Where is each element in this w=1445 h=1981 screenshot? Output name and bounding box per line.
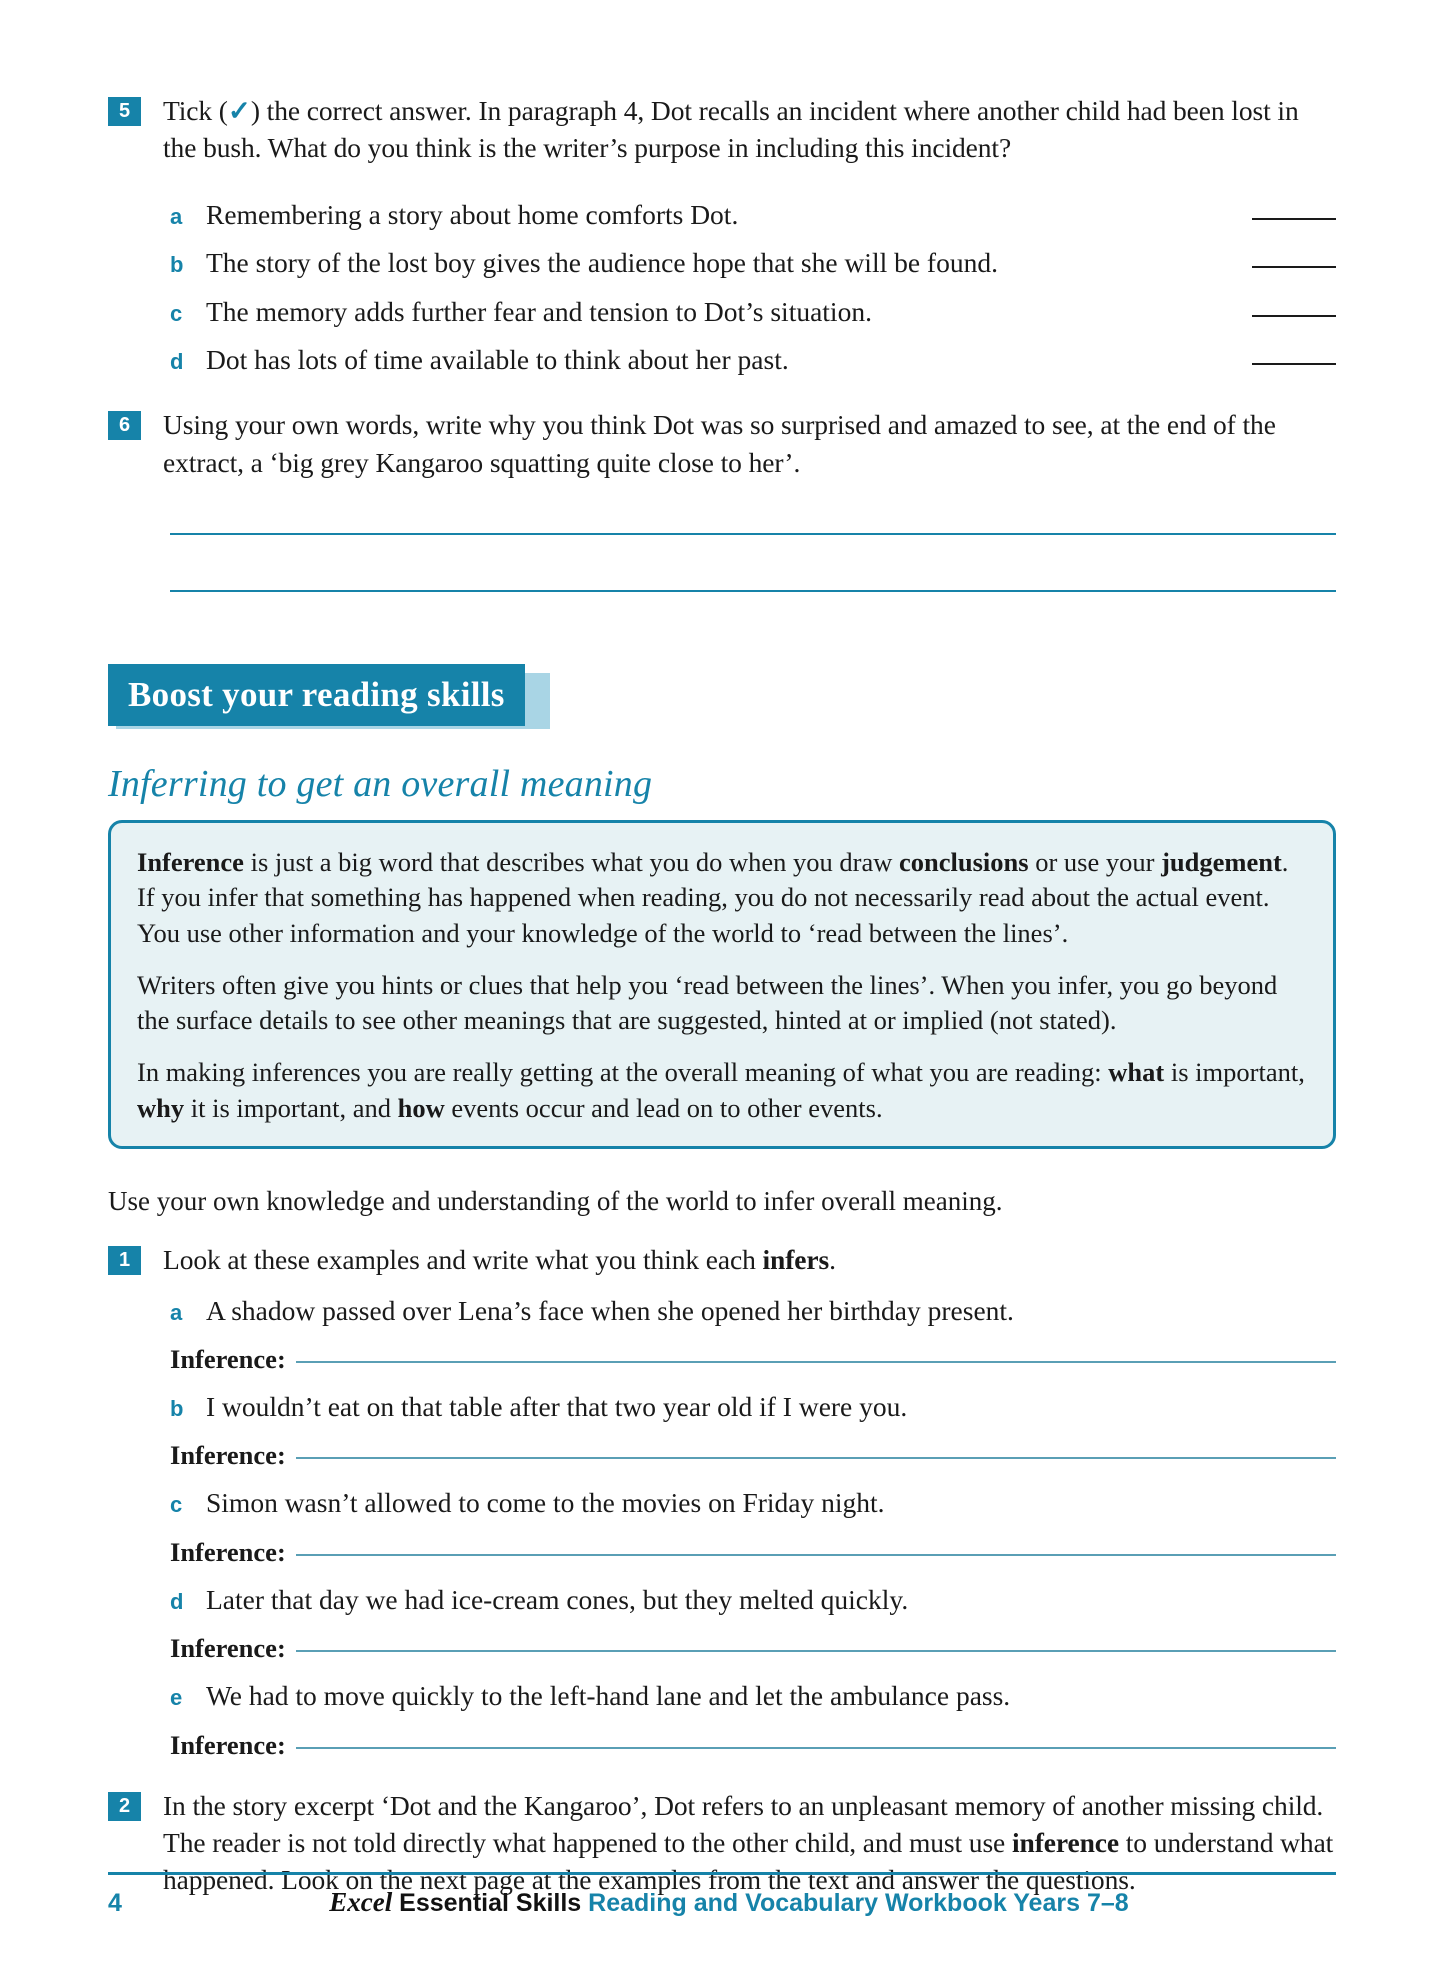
term-why: why: [137, 1092, 185, 1123]
inference-row-d[interactable]: [108, 1633, 1336, 1664]
term-infers: infers: [762, 1244, 830, 1276]
question-6-prompt: Using your own words, write why you think Dot was so surprised and amazed to see, at the end of the extract, a ‘big grey Kangaroo squatting quite close to her’.: [163, 409, 1276, 478]
question-number-badge: 5: [108, 97, 141, 126]
term-conclusions: conclusions: [898, 847, 1029, 878]
tick-icon: ✓: [227, 95, 251, 126]
term-judgement: judgement: [1161, 847, 1282, 878]
item-text-d: Later that day we had ice-cream cones, but they melted quickly.: [206, 1583, 909, 1615]
option-letter-d: d: [170, 348, 184, 374]
item-letter-b: b: [170, 1395, 184, 1421]
question-5-prompt-pre: Tick (: [163, 95, 228, 126]
item-text-a: A shadow passed over Lena’s face when she opened her birthday present.: [206, 1294, 1014, 1326]
inference-answer-line-b[interactable]: [296, 1457, 1336, 1459]
page-number: 4: [108, 1889, 122, 1917]
footer-book-title: Reading and Vocabulary Workbook Years 7–8: [588, 1889, 1129, 1917]
page-content: [108, 92, 1336, 1903]
question-5: [108, 92, 1336, 167]
exercise-number-badge: 1: [108, 1246, 141, 1275]
term-inference: Inference: [137, 847, 244, 878]
option-row-c[interactable]: [108, 293, 1336, 330]
exercise-item-e: [108, 1677, 1336, 1714]
option-letter-b: b: [170, 252, 184, 278]
exercise-1-prompt: Look at these examples and write what you think each infers.: [163, 1244, 836, 1276]
inference-answer-line-e[interactable]: [296, 1747, 1336, 1749]
inference-row-a[interactable]: [108, 1344, 1336, 1375]
inference-label: Inference:: [170, 1536, 286, 1567]
inference-label: Inference:: [170, 1729, 286, 1760]
option-answer-blank-b[interactable]: [1252, 265, 1336, 268]
inference-row-b[interactable]: [108, 1440, 1336, 1471]
inference-label: Inference:: [170, 1440, 286, 1471]
option-text-b: The story of the lost boy gives the audience hope that she will be found.: [206, 247, 998, 279]
footer-divider: [108, 1872, 1336, 1875]
question-5-prompt: [163, 92, 1336, 167]
answer-line-1[interactable]: [170, 533, 1336, 535]
footer-brand-excel: Excel: [329, 1887, 393, 1917]
infobox-paragraph-3: In making inferences you are really getting at the overall meaning of what you are reading: what is important, why it is important, and how events occur and lead on to other events.: [137, 1057, 1305, 1123]
item-letter-e: e: [170, 1685, 183, 1711]
option-answer-blank-c[interactable]: [1252, 314, 1336, 317]
footer-title: [122, 1887, 1336, 1918]
option-answer-blank-d[interactable]: [1252, 362, 1336, 365]
question-number-badge: 6: [108, 411, 141, 440]
item-letter-c: c: [170, 1492, 183, 1518]
option-row-d[interactable]: [108, 341, 1336, 378]
inference-definition-box: [108, 820, 1336, 1149]
exercise-1: [108, 1241, 1336, 1278]
option-letter-a: a: [170, 203, 183, 229]
inference-label: Inference:: [170, 1343, 286, 1374]
page-footer: [108, 1872, 1336, 1918]
exercise-2-prompt: In the story excerpt ‘Dot and the Kangaroo’, Dot refers to an unpleasant memory of another missing child. The reader is not told directly what happened to the other child, and must use inference to understand what happened. Look on the next page at the examples from the text and answer the questions.: [163, 1789, 1334, 1896]
footer-row: [108, 1887, 1336, 1918]
term-what: what: [1108, 1057, 1165, 1088]
inference-row-e[interactable]: [108, 1730, 1336, 1761]
term-inference-2: inference: [1011, 1826, 1119, 1858]
section-banner: [108, 664, 1336, 734]
term-how: how: [397, 1092, 445, 1123]
section-subheading: Inferring to get an overall meaning: [108, 763, 653, 806]
question-6: [108, 406, 1336, 481]
option-row-b[interactable]: [108, 244, 1336, 281]
item-letter-d: d: [170, 1588, 184, 1614]
infobox-paragraph-2: Writers often give you hints or clues that help you ‘read between the lines’. When you infer, you go beyond the surface details to see other meanings that are suggested, hinted at or implied (not stated).: [137, 969, 1278, 1036]
inference-row-c[interactable]: [108, 1537, 1336, 1568]
inference-answer-line-c[interactable]: [296, 1554, 1336, 1556]
footer-brand-essential-skills: Essential Skills: [392, 1889, 582, 1917]
inference-answer-line-a[interactable]: [296, 1361, 1336, 1363]
infobox-paragraph-1: Inference is just a big word that describes what you do when you draw conclusions or use your judgement. If you infer that something has happened when reading, you do not necessarily read about the actual event. You use other information and your knowledge of the world to ‘read between the lines’.: [137, 847, 1289, 948]
item-text-e: We had to move quickly to the left-hand lane and let the ambulance pass.: [206, 1680, 1011, 1712]
exercise-item-c: [108, 1484, 1336, 1521]
exercise-number-badge: 2: [108, 1792, 141, 1821]
lead-instruction: Use your own knowledge and understanding of the world to infer overall meaning.: [108, 1185, 1003, 1216]
exercise-item-d: [108, 1581, 1336, 1618]
inference-label: Inference:: [170, 1633, 286, 1664]
option-text-d: Dot has lots of time available to think about her past.: [206, 343, 789, 375]
option-row-a[interactable]: [108, 196, 1336, 233]
answer-line-2[interactable]: [170, 590, 1336, 592]
item-text-b: I wouldn’t eat on that table after that two year old if I were you.: [206, 1390, 908, 1422]
item-text-c: Simon wasn’t allowed to come to the movies on Friday night.: [206, 1487, 885, 1519]
option-text-a: Remembering a story about home comforts Dot.: [206, 198, 739, 230]
option-letter-c: c: [170, 300, 183, 326]
item-letter-a: a: [170, 1299, 183, 1325]
exercise-item-b: [108, 1388, 1336, 1425]
section-banner-label: Boost your reading skills: [108, 664, 525, 726]
option-answer-blank-a[interactable]: [1252, 217, 1336, 220]
inference-answer-line-d[interactable]: [296, 1650, 1336, 1652]
question-5-prompt-post: ) the correct answer. In paragraph 4, Dot recalls an incident where another child had been lost in the bush. What do you think is the writer’s purpose in including this incident?: [163, 95, 1299, 164]
exercise-item-a: [108, 1292, 1336, 1329]
option-text-c: The memory adds further fear and tension to Dot’s situation.: [206, 295, 872, 327]
